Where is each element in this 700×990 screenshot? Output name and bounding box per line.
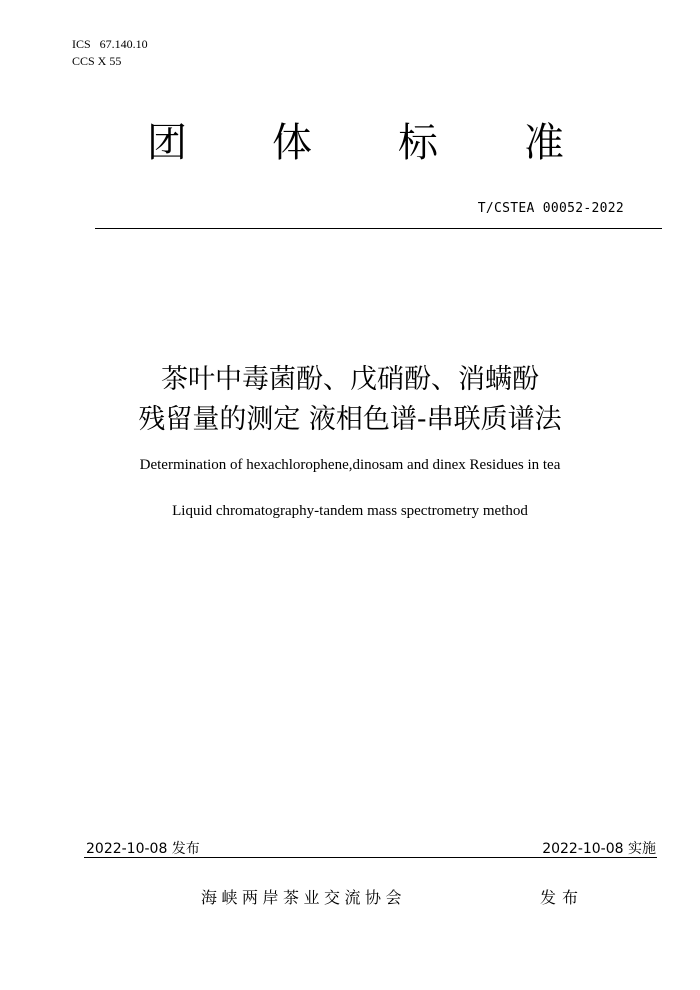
publisher-name: 海峡两岸茶业交流协会: [201, 888, 407, 907]
standard-type-char: 标: [398, 120, 438, 166]
header-divider: [95, 228, 662, 229]
standard-type-heading: [0, 118, 700, 168]
standard-number: T/CSTEA 00052-2022: [477, 201, 624, 216]
standard-type-char: 准: [524, 120, 564, 166]
standard-type-char: 体: [272, 120, 312, 166]
chinese-title-line-2: 残留量的测定 液相色谱-串联质谱法: [138, 404, 562, 435]
ccs-code: CCS X 55: [72, 54, 122, 68]
english-title: Determination of hexachlorophene,dinosam and dinex Residues in tea: [139, 457, 561, 473]
issue-date: 2022-10-08 发布: [86, 841, 200, 857]
english-subtitle: Liquid chromatography-tandem mass spectrometry method: [172, 503, 528, 519]
classification-codes: [72, 36, 148, 70]
standard-type-char: 团: [147, 120, 187, 166]
ics-code: ICS 67.140.10: [72, 37, 148, 51]
chinese-title: [0, 360, 700, 440]
footer-divider: [84, 857, 657, 858]
publish-label: 发布: [540, 888, 585, 907]
implementation-date: 2022-10-08 实施: [542, 841, 656, 857]
chinese-title-line-1: 茶叶中毒菌酚、戊硝酚、消螨酚: [161, 364, 539, 395]
